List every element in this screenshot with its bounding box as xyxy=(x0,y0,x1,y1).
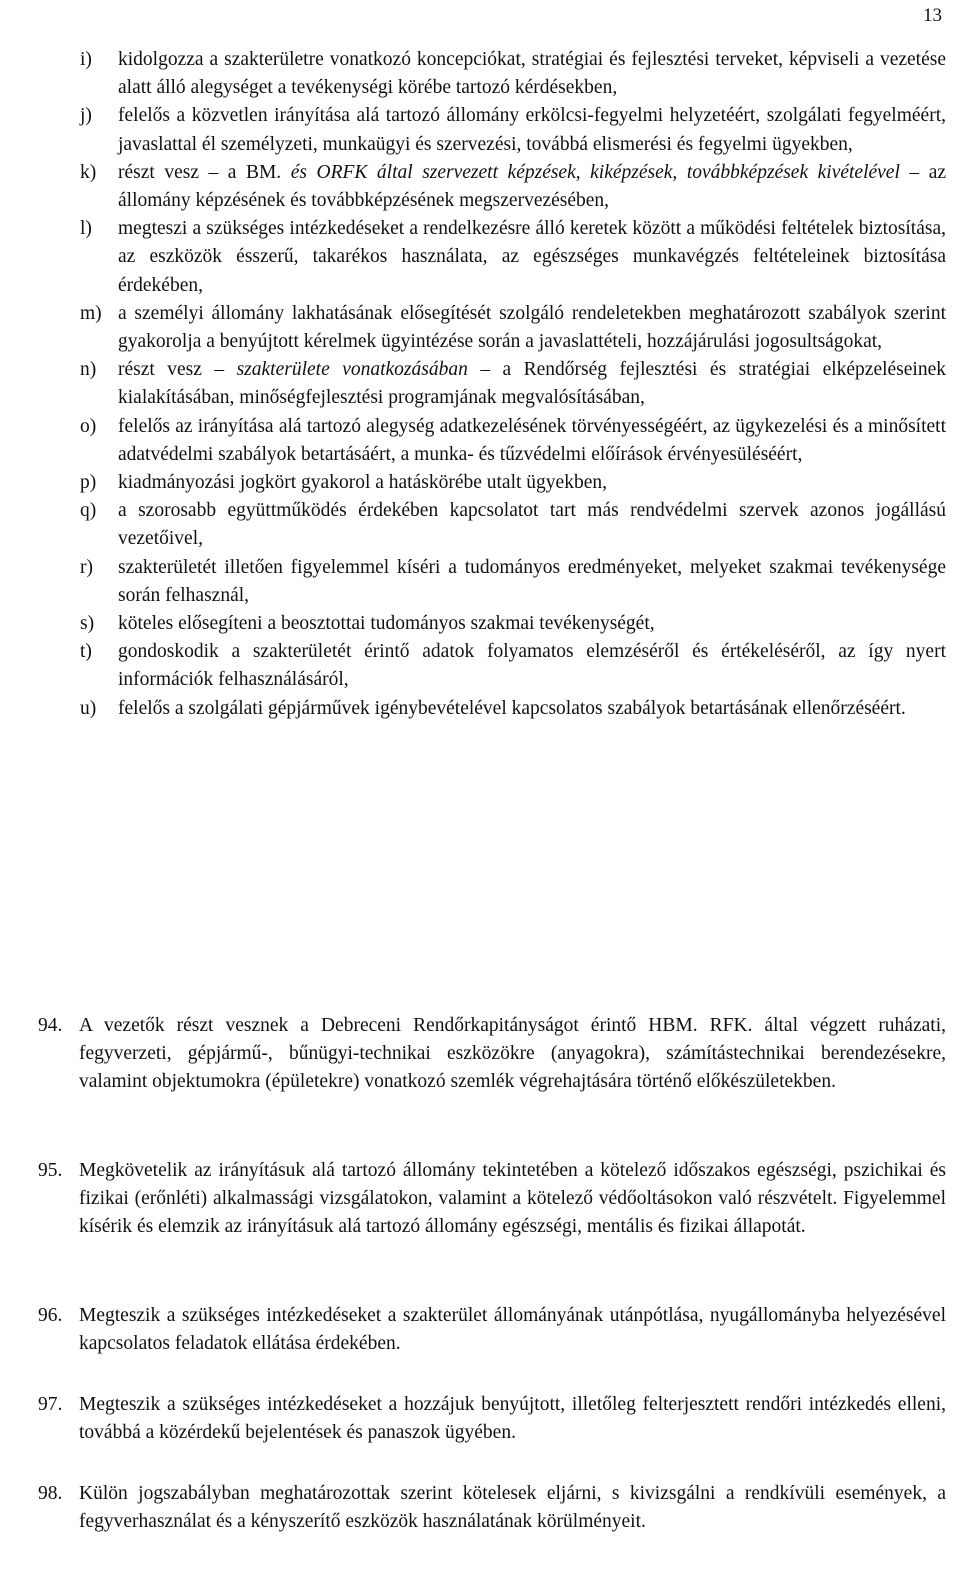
numbered-item-94 xyxy=(38,1012,946,1097)
list-item-text: szakterületét illetően figyelemmel kíséri a tudományos eredményeket, melyeket szakmai tevékenysége során felhasznál, xyxy=(118,556,946,606)
numbered-item-text: Megteszik a szükséges intézkedéseket a szakterület állományának utánpótlása, nyugállományba helyezésével kapcsolatos feladatok ellátása érdekében. xyxy=(79,1305,946,1355)
numbered-item-95 xyxy=(38,1157,946,1242)
list-item-q xyxy=(80,497,946,553)
list-item-k xyxy=(80,159,946,215)
list-item-label: t) xyxy=(80,641,92,663)
list-item-label: j) xyxy=(80,105,92,127)
numbered-item-label: 96. xyxy=(38,1305,63,1326)
list-item-m xyxy=(80,300,946,356)
numbered-item-text: A vezetők részt vesznek a Debreceni Rendőrkapitányságot érintő HBM. RFK. által végzett ruházati, fegyverzeti, gépjármű-, bűnügyi-technikai eszközökre (anyagokra), számítástechnikai berendezésekre, valamint objektumokra (épületekre) vonatkozó szemlék végrehajtására történő előkészületekben. xyxy=(79,1015,946,1093)
numbered-item-label: 94. xyxy=(38,1015,63,1036)
text-before: részt vesz – a BM. xyxy=(118,161,291,183)
list-item-text: felelős az irányítása alá tartozó alegység adatkezelésének törvényességéért, az ügykezelési és a minősített adatvédelmi szabályok betartásáért, a munka- és tűzvédelmi előírások érvényesüléséért, xyxy=(118,415,946,465)
list-item-j xyxy=(80,102,946,158)
list-item-label: n) xyxy=(80,359,97,381)
numbered-item-text: Megteszik a szükséges intézkedéseket a hozzájuk benyújtott, illetőleg felterjesztett rendőri intézkedés elleni, továbbá a közérdekű bejelentések és panaszok ügyében. xyxy=(79,1394,946,1444)
list-item-text: megteszi a szükséges intézkedéseket a rendelkezésre álló keretek között a működési feltételek biztosítása, az eszközök ésszerű, takarékos használata, az egészséges munkavégzés feltételeinek biztosítása érdekében, xyxy=(118,218,946,296)
list-item-text: felelős a szolgálati gépjárművek igénybevételével kapcsolatos szabályok betartásának ellenőrzéséért. xyxy=(118,697,906,719)
list-item-p xyxy=(80,469,946,497)
list-item-r xyxy=(80,554,946,610)
italic-text: és ORFK által szervezett képzések, kiképzések, továbbképzések kivételével xyxy=(290,161,900,183)
italic-text: szakterülete vonatkozásában xyxy=(236,359,468,381)
numbered-item-text: Megkövetelik az irányításuk alá tartozó állomány tekintetében a kötelező időszakos egészségi, pszichikai és fizikai (erőnléti) alkalmassági vizsgálatokon, valamint a kötelező védőoltásokon való részvételt. Figyelemmel kísérik és elemzik az irányításuk alá tartozó állomány egészségi, mentális és fizikai állapotát. xyxy=(79,1160,946,1238)
list-item-text xyxy=(118,159,946,215)
list-item-t xyxy=(80,638,946,694)
list-item-label: l) xyxy=(80,218,92,240)
list-item-label: s) xyxy=(80,613,95,635)
numbered-item-label: 97. xyxy=(38,1394,63,1415)
sub-item-list xyxy=(80,46,946,723)
numbered-item-label: 95. xyxy=(38,1160,63,1181)
list-item-i xyxy=(80,46,946,102)
numbered-item-label: 98. xyxy=(38,1483,63,1504)
list-item-label: r) xyxy=(80,556,93,578)
list-item-label: q) xyxy=(80,500,97,522)
list-item-l xyxy=(80,215,946,300)
list-item-label: u) xyxy=(80,697,97,719)
list-item-s xyxy=(80,610,946,638)
numbered-item-96 xyxy=(38,1302,946,1358)
list-item-label: p) xyxy=(80,472,97,494)
list-item-label: m) xyxy=(80,302,102,324)
list-item-text: köteles elősegíteni a beosztottai tudományos szakmai tevékenységét, xyxy=(118,613,655,635)
list-item-text: felelős a közvetlen irányítása alá tartozó állomány erkölcsi-fegyelmi helyzetéért, szolgálati fegyelméért, javaslattal él személyzeti, munkaügyi és szervezési, továbbá elismerési és fegyelmi ügyekben, xyxy=(118,105,946,155)
list-item-label: k) xyxy=(80,161,97,183)
text-after: – a Rendőrség fejlesztési és stratégiai elképzeléseinek kialakításában, minőségfejlesztési programjának megvalósításában, xyxy=(118,359,946,409)
list-item-text: a szorosabb együttműködés érdekében kapcsolatot tart más rendvédelmi szervek azonos jogállású vezetőivel, xyxy=(118,500,946,550)
page-number: 13 xyxy=(923,5,942,26)
list-item-label: i) xyxy=(80,49,92,70)
text-after: – az állomány képzésének és továbbképzésének megszervezésében, xyxy=(118,161,947,212)
numbered-item-97 xyxy=(38,1391,946,1447)
list-item-label: o) xyxy=(80,415,97,437)
list-item-text xyxy=(118,356,946,412)
list-item-o xyxy=(80,413,946,469)
list-item-text: kiadmányozási jogkört gyakorol a hatáskörébe utalt ügyekben, xyxy=(118,472,607,494)
list-item-text: gondoskodik a szakterületét érintő adatok folyamatos elemzéséről és értékeléséről, az így nyert információk felhasználásáról, xyxy=(118,641,946,691)
list-item-text: kidolgozza a szakterületre vonatkozó koncepciókat, stratégiai és fejlesztési terveket, képviseli a vezetése alatt álló alegységet a tevékenységi körébe tartozó kérdésekben, xyxy=(118,49,946,99)
list-item-n xyxy=(80,356,946,412)
list-item-text: a személyi állomány lakhatásának elősegítését szolgáló rendeletekben meghatározott szabályok szerint gyakorolja a benyújtott kérelmek ügyintézése során a javaslattételi, hozzájárulási jogosultságokat, xyxy=(118,302,946,353)
text-before: részt vesz – xyxy=(118,359,237,381)
numbered-item-98 xyxy=(38,1480,946,1536)
numbered-item-text: Külön jogszabályban meghatározottak szerint kötelesek eljárni, s kivizsgálni a rendkívüli események, a fegyverhasználat és a kényszerítő eszközök használatának körülményeit. xyxy=(79,1483,946,1533)
list-item-u xyxy=(80,695,946,723)
